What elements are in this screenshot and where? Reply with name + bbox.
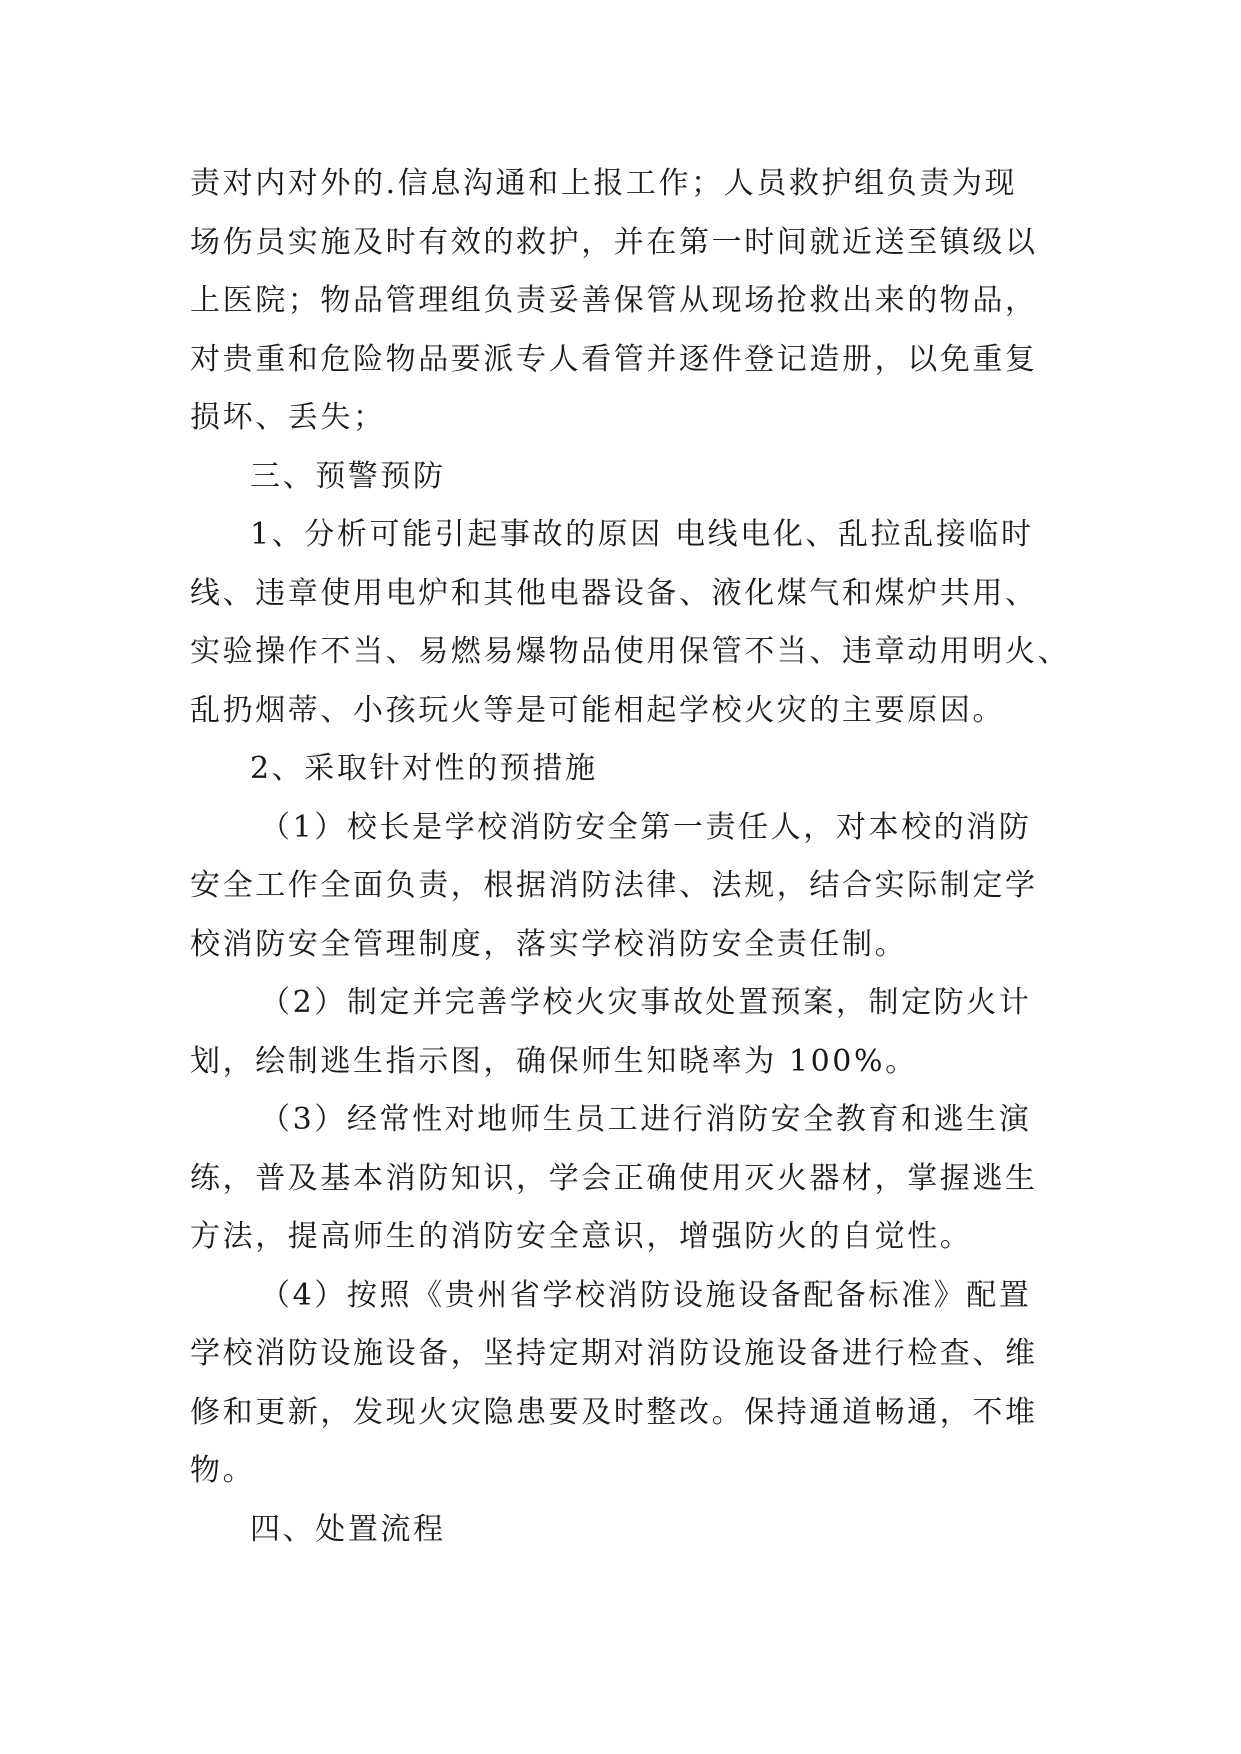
paragraph-line: 场伤员实施及时有效的救护，并在第一时间就近送至镇级以 (190, 224, 1038, 260)
subheading-line: 2、采取针对性的预措施 (250, 751, 598, 786)
paragraph-line: 乱扔烟蒂、小孩玩火等是可能相起学校火灾的主要原因。 (190, 692, 1005, 728)
paragraph-line: 修和更新，发现火灾隐患要及时整改。保持通道畅通，不堆 (190, 1394, 1038, 1430)
paragraph-line: 练，普及基本消防知识，学会正确使用灭火器材，掌握逃生 (190, 1160, 1038, 1196)
paragraph-line: 学校消防设施设备，坚持定期对消防设施设备进行检查、维 (190, 1336, 1038, 1371)
paragraph-line: 损坏、丢失； (190, 400, 386, 435)
paragraph-line: 上医院；物品管理组负责妥善保管从现场抢救出来的物品， (190, 283, 1038, 318)
paragraph-line: 方法，提高师生的消防安全意识，增强防火的自觉性。 (190, 1219, 973, 1254)
section-heading: 四、处置流程 (250, 1511, 446, 1547)
paragraph-line: （3）经常性对地师生员工进行消防安全教育和逃生演 (260, 1102, 1032, 1137)
paragraph-line: 1、分析可能引起事故的原因 电线电化、乱拉乱接临时 (250, 517, 1034, 552)
paragraph-line: （2）制定并完善学校火灾事故处置预案，制定防火计 (260, 985, 1032, 1020)
paragraph-line: （4）按照《贵州省学校消防设施设备配备标准》配置 (260, 1277, 1032, 1313)
section-heading: 三、预警预防 (250, 458, 446, 494)
paragraph-line: 实验操作不当、易燃易爆物品使用保管不当、违章动用明火、 (190, 634, 1071, 669)
paragraph-line: 线、违章使用电炉和其他电器设备、液化煤气和煤炉共用、 (190, 575, 1038, 611)
paragraph-line: 责对内对外的.信息沟通和上报工作；人员救护组负责为现 (190, 166, 1018, 201)
paragraph-line: 校消防安全管理制度，落实学校消防安全责任制。 (190, 926, 908, 962)
paragraph-line: 对贵重和危险物品要派专人看管并逐件登记造册，以免重复 (190, 341, 1038, 377)
document-body (190, 155, 1070, 1559)
paragraph-line: 划，绘制逃生指示图，确保师生知晓率为 100%。 (190, 1043, 918, 1079)
paragraph-line: 物。 (190, 1453, 256, 1488)
paragraph-line: （1）校长是学校消防安全第一责任人，对本校的消防 (260, 809, 1032, 845)
paragraph-line: 安全工作全面负责，根据消防法律、法规，结合实际制定学 (190, 868, 1038, 903)
